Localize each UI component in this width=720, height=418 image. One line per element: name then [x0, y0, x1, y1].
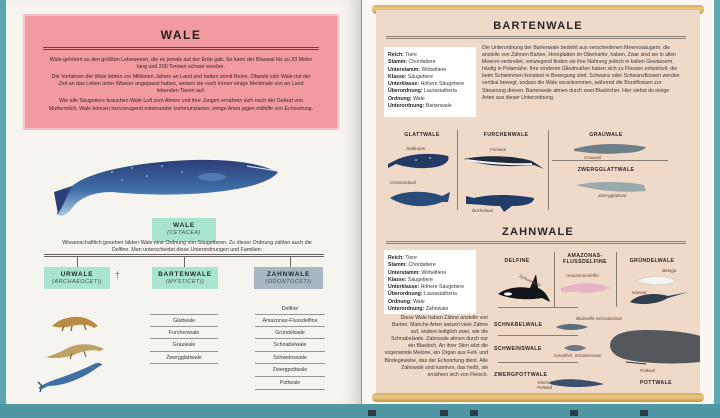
classification-card-zahnwale: [384, 250, 476, 314]
intro-panel: [23, 14, 339, 130]
species-label: Finnwal: [490, 147, 506, 152]
group-title-delfine: DELFINE: [504, 258, 530, 264]
suedkaper-illustration: [386, 150, 452, 172]
classification-row: Unterklasse: Höhere Säugetiere: [388, 284, 465, 291]
divider: [552, 160, 668, 161]
taxon-latin: (CETACEA): [167, 230, 201, 236]
beluga-illustration: [634, 275, 678, 287]
cover-pattern-mark: [640, 410, 648, 416]
classification-row: Reich: Tiere: [388, 255, 417, 261]
classification-row: Klasse: Säugetiere: [388, 73, 434, 80]
bartenwale-description: Die Unterordnung der Bartenwale besteht aus verschiedenen Meeressäugern, die anstelle von Zähnen Barten, Hornplatten im Oberkiefer, haben. Zwar sind sie in allen Meeren verbreitet, vorwiegend finden sie ihre Nahrung jedoch in kalten Gewässern, häufig in Polarnähe. Ihre vorderen Gliedmaßen haben sich zu Flossen entwickelt, die beim Schwimmen konstant in Bewegung sind. Schwanz oder Schwanzflossen werden vertikal bewegt, sodass die Wale vorankommen, während die Brustflossen zur Steuerung dienen. Bartenwale atmen durch zwei Blaslöcher. Hier siehst du einige Arten aus dieser Unterordnung.: [482, 45, 680, 101]
poster-rod-bottom: [372, 393, 704, 402]
species-label: Gewöhnl. Schweinswal: [554, 353, 602, 358]
classification-row: Überordnung: Laurasiatheria: [388, 291, 457, 298]
group-title-grauwale: GRAUWALE: [589, 132, 623, 138]
taxon-box-urwale: [44, 267, 110, 289]
section-rule: [386, 36, 686, 39]
zahnwale-family-list: [255, 305, 325, 390]
group-title-amazonas-flussdelfine: AMAZONAS-FLUSSDELFINE: [563, 253, 607, 265]
family-item: Glattwale: [150, 314, 218, 327]
classification-row: Unterklasse: Höhere Säugetiere: [388, 81, 465, 88]
taxon-latin: (ODONTOCETI): [265, 279, 312, 285]
species-label: Blainville-Schnabelwal: [576, 316, 622, 321]
divider: [554, 252, 555, 307]
intro-paragraph: Die Vorfahren der Wale lebten vor Millionen Jahren an Land und hatten somit Beine. Obwohl sich Wale mit der Zeit an das Leben unter Wasser angepasst haben, weisen sie noch immer einige Merkmale von an Land lebenden Tieren auf.: [51, 74, 311, 95]
bartenwale-family-list: [150, 314, 218, 364]
group-title-pottwale: POTTWALE: [639, 380, 673, 386]
species-label: Schwertwal: [518, 273, 542, 288]
family-item: Gründelwale: [255, 327, 325, 340]
classification-row: Stamm: Chordatiere: [388, 262, 436, 269]
extinct-dagger-icon: †: [115, 270, 121, 280]
right-page: [362, 0, 714, 406]
family-item: Schnabelwale: [255, 339, 325, 352]
taxon-title: BARTENWALE: [158, 271, 212, 278]
species-label: Grauwal: [584, 155, 602, 160]
intro-paragraph: Wale gehören zu den größten Lebewesen, die es jemals auf der Erde gab. So kann der Blauwal bis zu 33 Meter lang und 200 Tonnen schwer werden.: [49, 57, 313, 71]
classification-row: Unterstamm: Wirbeltiere: [388, 66, 447, 73]
tree-stem: [184, 257, 185, 267]
zahnwale-description: Diese Wale haben Zähne anstelle von Barten. Manche Arten weisen viele Zähne auf, andere lediglich zwei, wie die Schnabelwale. Zahnwale atmen durch nur ein Blasloch. An ihrer Stirn sitzt die sogenannte Melone, ein Organ aus Fett- und Bindegewebe, das der Echoortung dient. Alle Zahnwale sind karnivor, das heißt, sie ernähren sich von Fleisch.: [384, 315, 488, 378]
group-title-zwergpottwale: ZWERGPOTTWALE: [494, 372, 548, 378]
group-title-gruendelwale: GRÜNDELWALE: [629, 258, 675, 264]
species-label: Südkaper: [406, 146, 426, 151]
divider: [498, 335, 578, 336]
cover-pattern-mark: [570, 410, 578, 416]
family-item: Delfine: [281, 306, 299, 312]
divider: [498, 307, 578, 308]
title-rule: [43, 47, 319, 50]
group-title-furchenwale: FURCHENWALE: [483, 132, 529, 138]
left-page: [6, 0, 361, 406]
cover-pattern-mark: [470, 410, 478, 416]
taxonomy-description: Wissenschaftlich gesehen bilden Wale eine Ordnung von Säugetieren. Zu dieser Ordnung zählen auch die Delfine. Man unterscheidet diese Unterordnungen und Familien:: [62, 240, 312, 253]
species-label: Buckelwal: [472, 208, 493, 213]
tree-stem: [290, 257, 291, 267]
taxon-box-wale: [152, 218, 216, 242]
cover-pattern-mark: [368, 410, 376, 416]
cover-pattern-mark: [440, 410, 448, 416]
ancestor-illustration-1: [50, 312, 100, 332]
classification-row: Klasse: Säugetiere: [388, 276, 434, 283]
classification-card-bartenwale: [384, 47, 476, 117]
divider: [498, 362, 578, 363]
taxon-title: ZAHNWALE: [266, 271, 311, 278]
group-title-glattwale: GLATTWALE: [404, 132, 440, 138]
intro-text: [47, 57, 315, 116]
book-cover-bottom: [0, 404, 720, 418]
species-label: Narwal: [632, 290, 647, 295]
species-label: Beluga: [662, 268, 677, 273]
blainville-schnabelwal-illustration: [554, 322, 590, 332]
section-rule: [386, 241, 686, 244]
classification-row: Unterordnung: Bartenwale: [388, 103, 452, 110]
species-label: Pottwal: [640, 368, 656, 373]
ancestor-illustration-2: [44, 339, 106, 361]
kleiner-pottwal-illustration: [548, 376, 606, 390]
taxon-latin: (ARCHAEOCETI): [52, 279, 102, 285]
blue-whale-illustration: [52, 152, 282, 222]
classification-row: Reich: Tiere: [388, 52, 417, 58]
classification-row: Ordnung: Wale: [388, 298, 425, 305]
family-item: Schweinswale: [255, 352, 325, 365]
divider: [548, 130, 549, 210]
classification-row: Unterordnung: Zahnwale: [388, 306, 449, 313]
groenlandwal-illustration: [388, 188, 452, 210]
intro-title: WALE: [160, 28, 202, 42]
intro-paragraph: Wie alle Säugetiere brauchen Wale Luft zum Atmen und ihre Jungen ernähren sich nach der Geburt von Muttermilch. Wale können hervorragend miteinander kommunizieren, einige Arten jagen mithilfe von Echoortung.: [48, 98, 314, 112]
section-title-bartenwale: BARTENWALE: [493, 20, 583, 32]
divider: [457, 130, 458, 210]
tree-stem: [77, 257, 78, 267]
family-item: Furchenwale: [150, 327, 218, 340]
ancestor-illustration-3: [36, 360, 104, 392]
species-label: Grönlandwal: [390, 180, 416, 185]
family-item: Pottwale: [255, 377, 325, 390]
finnwal-illustration: [462, 153, 546, 171]
taxon-box-bartenwale: [152, 267, 218, 289]
group-title-schnabelwale: SCHNABELWALE: [494, 322, 543, 328]
species-label: Amazonasdelfin: [566, 273, 599, 278]
species-label: Zwergglattwal: [598, 193, 627, 198]
section-title-zahnwale: ZAHNWALE: [502, 226, 574, 238]
taxon-latin: (MYSTICETI): [165, 279, 205, 285]
species-label: Kleiner Pottwal: [536, 380, 552, 390]
taxon-box-zahnwale: [254, 267, 323, 289]
classification-row: Unterstamm: Wirbeltiere: [388, 269, 447, 276]
schweinswal-illustration: [562, 343, 588, 353]
family-item: Grauwale: [150, 339, 218, 352]
taxon-title: WALE: [173, 222, 195, 229]
amazonasdelfin-illustration: [558, 280, 612, 296]
classification-row: Überordnung: Laurasiatheria: [388, 88, 457, 95]
family-item: Zwergpottwale: [255, 364, 325, 377]
divider: [616, 252, 617, 307]
family-item: Zwergglattwale: [150, 352, 218, 365]
group-title-schweinswale: SCHWEINSWALE: [494, 346, 542, 352]
taxon-title: URWALE: [60, 271, 94, 278]
family-item: Amazonas-Flussdelfine: [255, 314, 325, 327]
classification-row: Stamm: Chordatiere: [388, 59, 436, 66]
poster-chart: [376, 10, 700, 396]
group-title-zwergglattwale: ZWERGGLATTWALE: [577, 167, 635, 173]
pottwal-illustration: [606, 326, 700, 370]
classification-row: Ordnung: Wale: [388, 95, 425, 102]
